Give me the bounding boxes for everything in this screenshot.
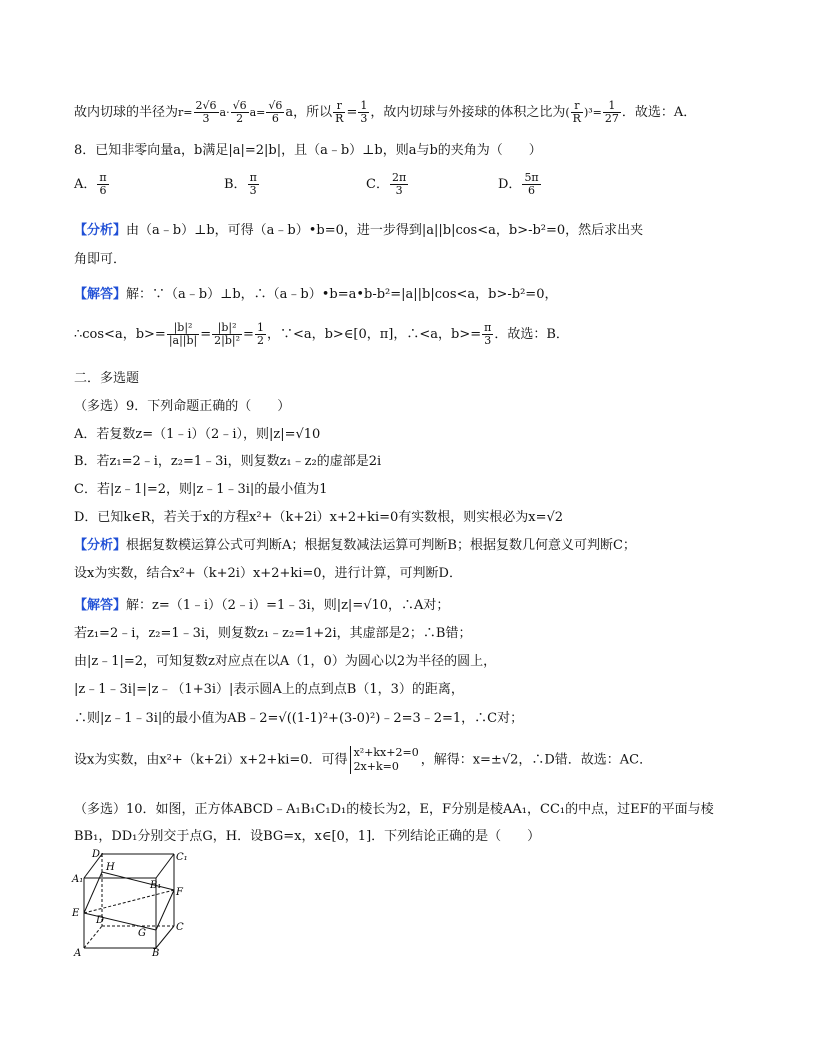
question-10-line-2: BB₁，DD₁分别交于点G，H．设BG=x，x∈[0，1]．下列结论正确的是（ ）	[74, 829, 541, 844]
numerator: |b|²	[212, 322, 242, 335]
label-c1: C₁	[176, 852, 188, 863]
denominator: R	[572, 112, 581, 125]
question-9: （多选）9．下列命题正确的（ ）	[74, 399, 291, 414]
label-a: A	[74, 948, 82, 958]
fraction	[248, 172, 259, 197]
label-a1: A₁	[72, 874, 84, 885]
numerator: 1	[256, 321, 264, 334]
q9-solution-line-6	[74, 746, 776, 774]
analysis-tag: 【分析】	[74, 538, 127, 553]
text: 解：z=（1﹣i）（2﹣i）=1﹣3i，则|z|=√10，∴A对；	[126, 598, 450, 613]
text: =	[346, 105, 358, 120]
text: )³=	[583, 106, 602, 119]
denominator: 3	[249, 184, 257, 197]
denominator: 27	[604, 112, 619, 125]
text: ．故选：A．	[621, 105, 697, 120]
equation-system	[350, 746, 419, 774]
label-d1: D₁	[92, 849, 105, 860]
numerator: √6	[232, 99, 247, 112]
option-label: A．	[74, 177, 97, 192]
denominator: 6	[528, 184, 536, 197]
label-h: H	[106, 862, 115, 873]
numerator: r	[333, 100, 345, 113]
fraction	[167, 322, 199, 347]
text: a=	[249, 106, 266, 119]
label-b1: B₁	[150, 880, 162, 891]
numerator: √6	[268, 99, 283, 112]
text: 故内切球的半径为	[74, 105, 179, 120]
q9-option-b: B．若z₁=2﹣i，z₂=1﹣3i，则复数z₁﹣z₂的虚部是2i	[74, 454, 382, 469]
text: a·	[219, 106, 230, 119]
option-label: D．	[498, 177, 522, 192]
equation: x²+kx+2=0	[353, 746, 419, 759]
numerator: r	[571, 100, 583, 113]
numerator: 1	[603, 100, 621, 113]
text: 解：∵（a﹣b）⊥b，∴（a﹣b）•b=a•b-b²=|a||b|cos<a，b>-b²=0，	[126, 287, 558, 302]
question-10-line-1: （多选）10．如图，正方体ABCD﹣A₁B₁C₁D₁的棱长为2，E，F分别是棱AA₁，CC₁的中点，过EF的平面与棱	[74, 802, 714, 817]
denominator: R	[335, 112, 344, 125]
label-e: E	[72, 908, 80, 919]
numerator: π	[249, 171, 257, 184]
q8-analysis-line-2: 角即可．	[74, 252, 127, 267]
text: ，∵<a，b>∈[0，π]，∴<a，b>=	[266, 327, 482, 342]
denominator: 2	[236, 112, 244, 125]
solution-line-1	[74, 100, 776, 125]
text: ．故选：B．	[494, 327, 569, 342]
text: 根据复数模运算公式可判断A；根据复数减法运算可判断B；根据复数几何意义可判断C；	[126, 538, 636, 553]
q9-analysis-line-1	[74, 537, 776, 555]
q8-option-d	[498, 172, 542, 197]
q9-option-d: D．已知k∈R，若关于x的方程x²+（k+2i）x+2+ki=0有实数根，则实根必为x=√2	[74, 510, 564, 525]
numerator: π	[484, 321, 492, 334]
q8-option-c	[366, 172, 409, 197]
denominator: 3	[484, 334, 492, 347]
q8-option-b	[224, 172, 260, 197]
solution-tag: 【解答】	[74, 287, 127, 302]
numerator: 2√6	[195, 99, 217, 112]
fraction	[231, 100, 249, 125]
fraction	[212, 322, 242, 347]
q9-solution-line-2: 若z₁=2﹣i，z₂=1﹣3i，则复数z₁﹣z₂=1+2i，其虚部是2；∴B错；	[74, 626, 472, 641]
denominator: 3	[360, 112, 368, 125]
fraction	[266, 100, 284, 125]
denominator: 2|b|²	[214, 334, 241, 347]
q9-option-c: C．若|z﹣1|=2，则|z﹣1﹣3i|的最小值为1	[74, 482, 328, 497]
denominator: |a||b|	[168, 334, 198, 347]
numerator: |b|²	[167, 322, 199, 335]
solution-tag: 【解答】	[74, 598, 127, 613]
fraction	[333, 100, 345, 125]
label-g: G	[138, 928, 146, 939]
numerator: 5π	[524, 171, 539, 184]
segment-h-f	[102, 872, 174, 890]
text: ，解得：x=±√2，∴D错．故选：AC．	[420, 752, 653, 768]
q9-solution-line-4: |z﹣1﹣3i|=|z﹣（1+3i）|表示圆A上的点到点B（1，3）的距离，	[74, 682, 464, 697]
numerator: 2π	[391, 171, 407, 184]
text: 设x为实数，由x²+（k+2i）x+2+ki=0．可得	[74, 752, 348, 768]
text: ∴cos<a，b>=	[74, 327, 166, 342]
text: (	[565, 106, 570, 119]
denominator: 6	[271, 112, 279, 125]
fraction	[194, 100, 219, 125]
option-label: B．	[224, 177, 247, 192]
q8-option-a	[74, 172, 110, 197]
cube-figure	[66, 848, 196, 958]
label-b: B	[152, 948, 160, 958]
equation: 2x+k=0	[353, 760, 399, 773]
text: 由（a﹣b）⊥b，可得（a﹣b）•b=0，进一步得到|a||b|cos<a，b>-b²=0，然后求出夹	[126, 223, 644, 238]
fraction	[390, 172, 408, 197]
q9-solution-line-1	[74, 597, 776, 615]
denominator: 3	[202, 112, 210, 125]
edge-b-c	[156, 926, 174, 948]
label-f: F	[176, 887, 183, 898]
q9-analysis-line-2: 设x为实数，结合x²+（k+2i）x+2+ki=0，进行计算，可判断D．	[74, 566, 462, 581]
text: =	[243, 327, 254, 342]
q9-solution-line-5: ∴则|z﹣1﹣3i|的最小值为AB﹣2=√((1-1)²+(3-0)²)﹣2=3﹣2=1，∴C对；	[74, 711, 524, 726]
denominator: 2	[256, 334, 264, 347]
fraction	[255, 322, 266, 347]
q8-solution-line-2	[74, 322, 776, 347]
text: r=	[178, 106, 193, 119]
segment-g-f	[156, 890, 174, 930]
section-heading: 二．多选题	[74, 371, 140, 386]
analysis-tag: 【分析】	[74, 223, 127, 238]
fraction	[571, 100, 583, 125]
fraction	[603, 100, 621, 125]
label-c: C	[176, 922, 184, 933]
fraction	[97, 172, 108, 197]
edge-b1-c1	[156, 854, 174, 878]
fraction	[358, 100, 369, 125]
q9-solution-line-3: 由|z﹣1|=2，可知复数z对应点在以A（1，0）为圆心以2为半径的圆上，	[74, 654, 497, 669]
fraction	[482, 322, 493, 347]
denominator: 6	[99, 184, 107, 197]
text: a，所以	[285, 105, 333, 120]
numerator: π	[99, 171, 107, 184]
q9-option-a: A．若复数z=（1﹣i）（2﹣i），则|z|=√10	[74, 427, 321, 442]
denominator: 3	[395, 184, 403, 197]
label-d: D	[96, 915, 105, 926]
text: ，故内切球与外接球的体积之比为	[370, 105, 566, 120]
question-8: 8．已知非零向量a，b满足|a|=2|b|，且（a﹣b）⊥b，则a与b的夹角为（ ）	[74, 143, 542, 158]
q8-solution-line-1	[74, 286, 776, 304]
segment-e-f	[84, 890, 174, 913]
fraction	[522, 172, 540, 197]
q8-analysis-line-1	[74, 222, 776, 240]
edge-a-d	[84, 926, 102, 948]
numerator: 1	[360, 99, 368, 112]
option-label: C．	[366, 177, 389, 192]
text: =	[200, 327, 212, 342]
